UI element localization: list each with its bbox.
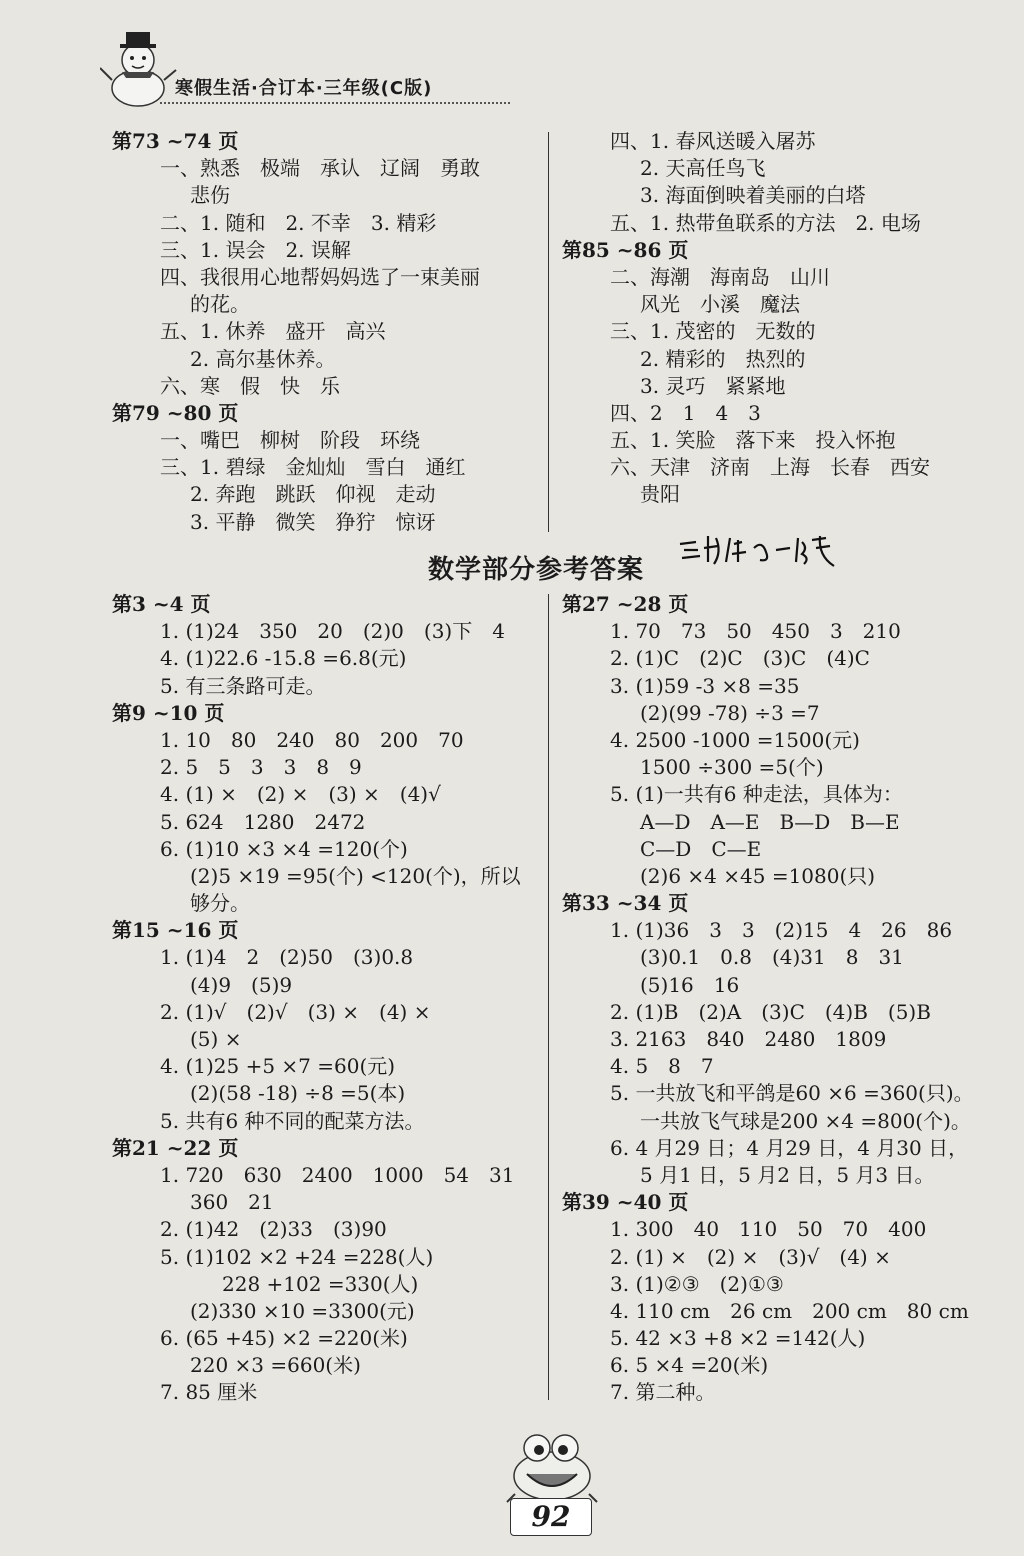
answer-line: 的花。 xyxy=(190,292,250,317)
answer-line: (4)9 (5)9 xyxy=(190,972,293,997)
answer-line: 悲伤 xyxy=(190,183,230,208)
answer-line: 2. (1) × (2) × (3)√ (4) × xyxy=(610,1244,891,1269)
answer-line: 一共放飞气球是200 ×4 =800(个)。 xyxy=(640,1108,971,1133)
answer-line: 4. (1)25 +5 ×7 =60(元) xyxy=(160,1054,396,1079)
column-chinese-right xyxy=(562,128,930,509)
answer-line: 2. 高尔基休养。 xyxy=(190,346,336,371)
page-range-heading: 第73 ~74 页 xyxy=(112,129,239,153)
answer-line: 三、1. 茂密的 无数的 xyxy=(610,319,816,344)
answer-line: 1. (1)24 350 20 (2)0 (3)下 4 xyxy=(160,619,505,644)
answer-line: 1. (1)4 2 (2)50 (3)0.8 xyxy=(160,945,414,970)
answer-line: 1. 10 80 240 80 200 70 xyxy=(160,727,464,752)
frog-icon xyxy=(505,1428,600,1508)
answer-line: 4. 110 cm 26 cm 200 cm 80 cm xyxy=(610,1298,969,1323)
answer-line: 228 +102 =330(人) xyxy=(222,1271,419,1296)
answer-line: (2)(99 -78) ÷3 =7 xyxy=(640,700,820,725)
column-math-right xyxy=(562,591,974,1407)
answer-line: 7. 第二种。 xyxy=(610,1380,716,1405)
answer-line: 4. 5 8 7 xyxy=(610,1054,714,1079)
answer-line: (2)6 ×4 ×45 =1080(只) xyxy=(640,863,876,888)
answer-line: 5. (1)一共有6 种走法，具体为： xyxy=(610,782,903,807)
column-math-left xyxy=(112,591,521,1407)
page-range-heading: 第3 ~4 页 xyxy=(112,592,211,616)
answer-line: 6. 4 月29 日；4 月29 日，4 月30 日， xyxy=(610,1135,969,1160)
answer-line: 1500 ÷300 =5(个) xyxy=(640,755,824,780)
answer-line: 5. 有三条路可走。 xyxy=(160,673,326,698)
page-range-heading: 第79 ~80 页 xyxy=(112,400,239,425)
answer-line: 三、1. 误会 2. 误解 xyxy=(160,237,351,262)
answer-line: (2)330 ×10 =3300(元) xyxy=(190,1298,415,1323)
page-range-heading: 第27 ~28 页 xyxy=(562,592,689,616)
answer-line: 7. 85 厘米 xyxy=(160,1380,258,1405)
header-divider xyxy=(160,102,510,104)
page-range-heading: 第15 ~16 页 xyxy=(112,918,239,943)
answer-line: 3. 2163 840 2480 1809 xyxy=(610,1027,887,1051)
answer-line: 1. 720 630 2400 1000 54 31 xyxy=(160,1162,515,1187)
answer-line: 四、我很用心地帮妈妈选了一束美丽 xyxy=(160,264,480,289)
answer-line: 五、1. 热带鱼联系的方法 2. 电场 xyxy=(610,210,921,235)
answer-line: 1. 300 40 110 50 70 400 xyxy=(610,1217,927,1242)
answer-line: 3. 海面倒映着美丽的白塔 xyxy=(640,183,866,208)
column-divider-bottom xyxy=(548,594,549,1400)
answer-line: 5. (1)102 ×2 +24 =228(人) xyxy=(160,1244,434,1269)
column-divider-top xyxy=(548,132,549,532)
answer-line: 六、寒 假 快 乐 xyxy=(160,373,340,398)
column-chinese-left xyxy=(112,128,480,536)
page-header xyxy=(100,28,520,108)
answer-line: 三、1. 碧绿 金灿灿 雪白 通红 xyxy=(160,455,466,480)
answer-line: 2. (1)42 (2)33 (3)90 xyxy=(160,1217,387,1242)
answer-line: 2. 5 5 3 3 8 9 xyxy=(160,755,362,780)
answer-line: 5 月1 日，5 月2 日，5 月3 日。 xyxy=(640,1162,935,1187)
answer-line: 4. (1) × (2) × (3) × (4)√ xyxy=(160,782,441,807)
answer-line: 二、海潮 海南岛 山川 xyxy=(610,264,830,289)
snowman-icon xyxy=(100,28,180,108)
answer-line: C—D C—E xyxy=(640,836,762,861)
answer-line: 五、1. 休养 盛开 高兴 xyxy=(160,319,386,344)
answer-line: 360 21 xyxy=(190,1190,274,1215)
answer-line: 一、嘴巴 柳树 阶段 环绕 xyxy=(160,428,420,453)
answer-line: 四、2 1 4 3 xyxy=(610,400,761,425)
page-range-heading: 第21 ~22 页 xyxy=(112,1135,239,1160)
answer-line: (5) × xyxy=(190,1027,242,1051)
answer-line: 3. 平静 微笑 狰狞 惊讶 xyxy=(190,509,436,534)
header-title: 寒假生活·合订本·三年级(C版) xyxy=(175,78,433,99)
answer-line: 6. (65 +45) ×2 =220(米) xyxy=(160,1326,408,1351)
answer-line: 五、1. 笑脸 落下来 投入怀抱 xyxy=(610,428,896,453)
answer-line: 六、天津 济南 上海 长春 西安 xyxy=(610,455,930,480)
page-number-box xyxy=(510,1498,592,1536)
answer-line: 3. (1)②③ (2)①③ xyxy=(610,1271,784,1296)
page-range-heading: 第9 ~10 页 xyxy=(112,700,225,725)
answer-line: 2. (1)B (2)A (3)C (4)B (5)B xyxy=(610,999,931,1024)
answer-line: 220 ×3 =660(米) xyxy=(190,1353,361,1378)
answer-line: (2)5 ×19 =95(个) <120(个)，所以 xyxy=(190,863,521,888)
section-title: 数学部分参考答案 xyxy=(428,555,645,585)
answer-line: 二、1. 随和 2. 不幸 3. 精彩 xyxy=(160,210,437,235)
page-range-heading: 第33 ~34 页 xyxy=(562,891,689,916)
answer-line: 1. (1)36 3 3 (2)15 4 26 86 xyxy=(610,918,953,943)
page-number: 92 xyxy=(531,1500,571,1533)
answer-line: (5)16 16 xyxy=(640,972,740,997)
answer-line: (2)(58 -18) ÷8 =5(本) xyxy=(190,1081,406,1106)
answer-line: 4. (1)22.6 -15.8 =6.8(元) xyxy=(160,646,407,671)
answer-line: 2. 奔跑 跳跃 仰视 走动 xyxy=(190,482,436,507)
answer-line: A—D A—E B—D B—E xyxy=(640,809,900,834)
answer-line: 2. (1)√ (2)√ (3) × (4) × xyxy=(160,999,431,1024)
answer-line: 1. 70 73 50 450 3 210 xyxy=(610,619,901,644)
answer-line: 2. (1)C (2)C (3)C (4)C xyxy=(610,646,870,671)
signature-stamp xyxy=(676,522,836,574)
answer-line: 风光 小溪 魔法 xyxy=(640,292,800,317)
answer-line: 够分。 xyxy=(190,891,250,916)
answer-line: 6. (1)10 ×3 ×4 =120(个) xyxy=(160,836,408,861)
answer-line: 5. 一共放飞和平鸽是60 ×6 =360(只)。 xyxy=(610,1081,974,1106)
answer-line: 4. 2500 -1000 =1500(元) xyxy=(610,727,860,752)
answer-line: 一、熟悉 极端 承认 辽阔 勇敢 xyxy=(160,156,480,181)
page-range-heading: 第39 ~40 页 xyxy=(562,1190,689,1215)
answer-line: 5. 42 ×3 +8 ×2 =142(人) xyxy=(610,1326,866,1351)
answer-line: 2. 天高任鸟飞 xyxy=(640,156,766,181)
answer-line: 5. 共有6 种不同的配菜方法。 xyxy=(160,1108,425,1133)
answer-line: 3. (1)59 -3 ×8 =35 xyxy=(610,673,800,698)
answer-line: (3)0.1 0.8 (4)31 8 31 xyxy=(640,945,904,970)
page-range-heading: 第85 ~86 页 xyxy=(562,237,689,262)
answer-line: 四、1. 春风送暖入屠苏 xyxy=(610,129,816,153)
answer-line: 6. 5 ×4 =20(米) xyxy=(610,1353,769,1378)
answer-line: 2. 精彩的 热烈的 xyxy=(640,346,806,371)
answer-line: 贵阳 xyxy=(640,482,680,507)
answer-line: 5. 624 1280 2472 xyxy=(160,809,366,834)
answer-line: 3. 灵巧 紧紧地 xyxy=(640,373,786,398)
